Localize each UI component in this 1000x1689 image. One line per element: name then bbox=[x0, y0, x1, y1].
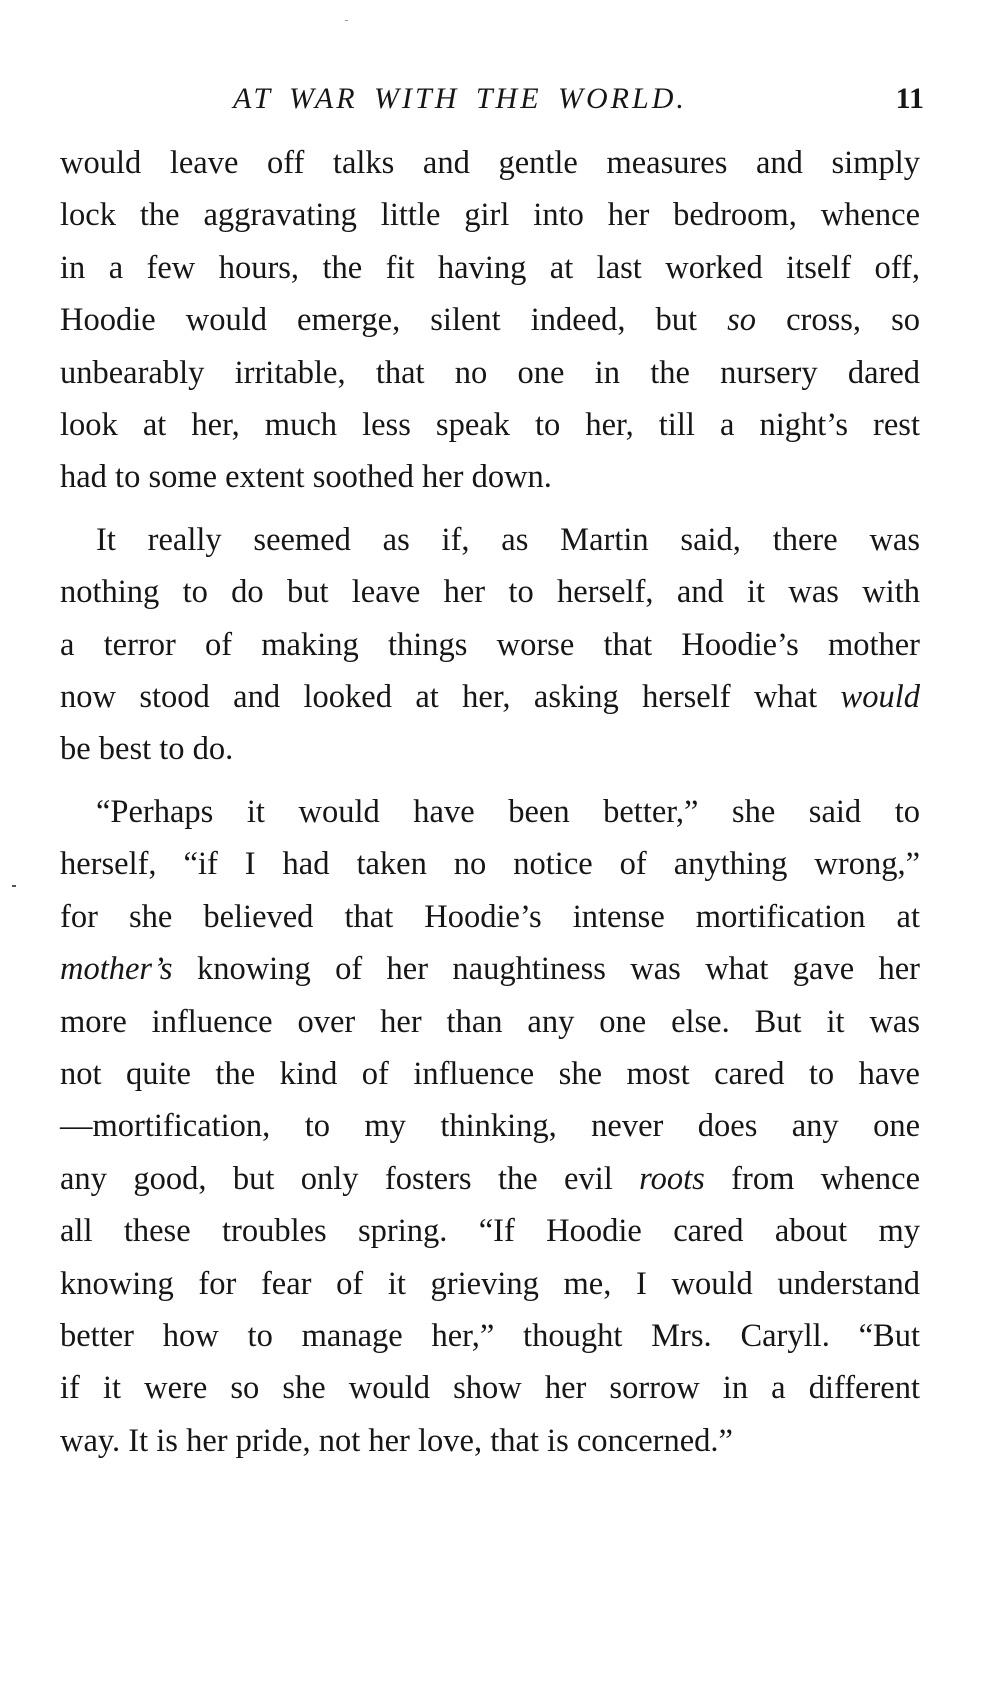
text-line: look at her, much less speak to her, till a night’s rest bbox=[60, 407, 920, 444]
running-head bbox=[60, 82, 940, 122]
text-line: knowing for fear of it grieving me, I would understand bbox=[60, 1265, 920, 1302]
italic-word: mother’s bbox=[60, 951, 173, 988]
text-line bbox=[60, 671, 920, 723]
italic-word: so bbox=[727, 302, 757, 339]
text-line bbox=[60, 943, 920, 995]
italic-word: roots bbox=[639, 1160, 705, 1197]
text-segment: cross, so bbox=[756, 302, 920, 339]
text-segment: Hoodie would emerge, silent indeed, but bbox=[60, 302, 728, 339]
text-line: herself, “if I had taken no notice of anything wrong,” bbox=[60, 846, 920, 883]
text-line: nothing to do but leave her to herself, and it was with bbox=[60, 574, 920, 611]
text-line: in a few hours, the fit having at last worked itself off, bbox=[60, 249, 920, 286]
text-line bbox=[60, 1153, 920, 1205]
text-line: lock the aggravating little girl into her bedroom, whence bbox=[60, 197, 920, 234]
text-line: a terror of making things worse that Hoodie’s mother bbox=[60, 626, 920, 663]
text-segment: any good, but only fosters the evil bbox=[60, 1160, 640, 1197]
text-segment: from whence bbox=[704, 1160, 920, 1197]
text-line: better how to manage her,” thought Mrs. Caryll. “But bbox=[60, 1317, 920, 1354]
text-line: be best to do. bbox=[60, 731, 234, 768]
text-line bbox=[60, 294, 920, 346]
running-title: AT WAR WITH THE WORLD. bbox=[233, 82, 687, 115]
text-line: had to some extent soothed her down. bbox=[60, 459, 552, 496]
text-line: for she believed that Hoodie’s intense mortification at bbox=[60, 898, 920, 935]
text-line: more influence over her than any one else. But it was bbox=[60, 1003, 920, 1040]
text-line: unbearably irritable, that no one in the nursery dared bbox=[60, 354, 920, 391]
text-segment: knowing of her naughtiness was what gave her bbox=[172, 951, 920, 988]
text-line: would leave off talks and gentle measures and simply bbox=[60, 145, 920, 181]
text-line: —mortification, to my thinking, never does any one bbox=[60, 1108, 920, 1145]
text-line: “Perhaps it would have been better,” she said to bbox=[96, 793, 920, 830]
paragraph bbox=[60, 514, 920, 776]
paragraph bbox=[60, 786, 920, 1467]
text-line: It really seemed as if, as Martin said, there was bbox=[96, 521, 920, 558]
page-number: 11 bbox=[895, 82, 924, 115]
paper-speck bbox=[345, 20, 348, 21]
text-line: if it were so she would show her sorrow in a different bbox=[60, 1370, 920, 1407]
text-segment: now stood and looked at her, asking herself what bbox=[60, 679, 841, 716]
italic-word: would bbox=[840, 679, 920, 716]
margin-mark bbox=[12, 885, 16, 887]
text-line: not quite the kind of influence she most cared to have bbox=[60, 1055, 920, 1092]
paragraph bbox=[60, 137, 920, 504]
text-line: way. It is her pride, not her love, that is concerned.” bbox=[60, 1422, 733, 1459]
text-line: all these troubles spring. “If Hoodie cared about my bbox=[60, 1213, 920, 1250]
body-text bbox=[60, 137, 920, 1477]
